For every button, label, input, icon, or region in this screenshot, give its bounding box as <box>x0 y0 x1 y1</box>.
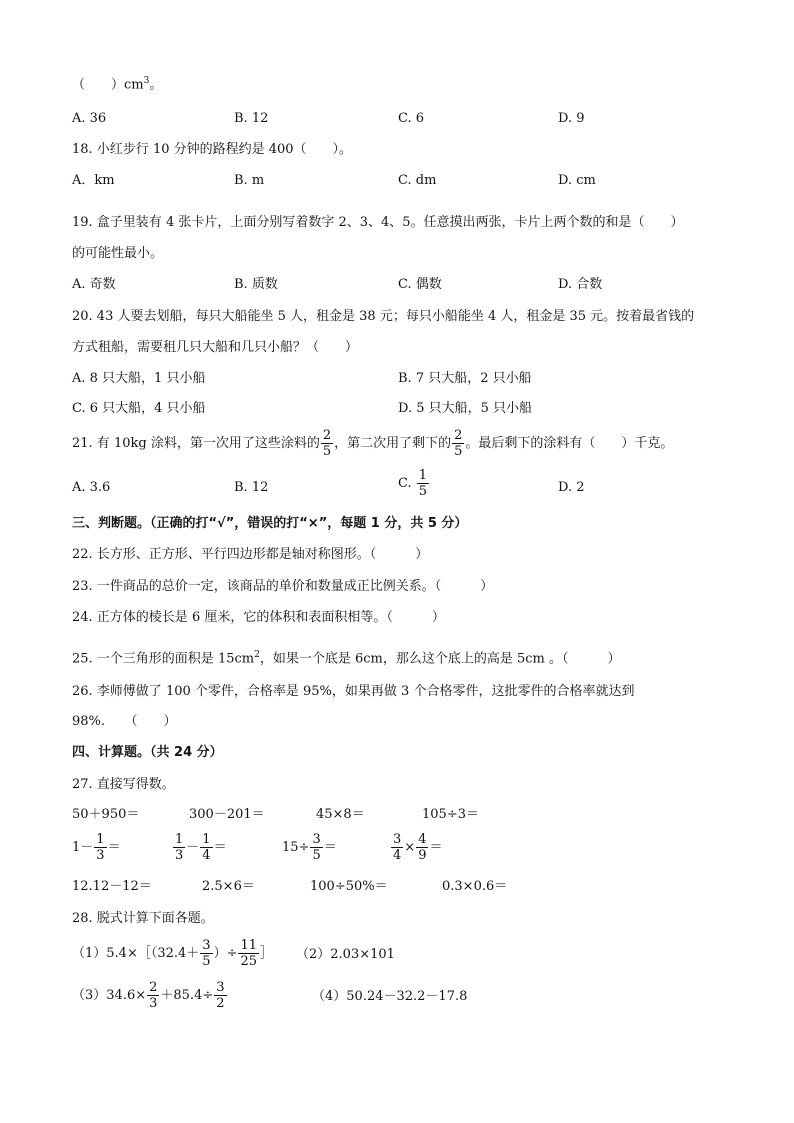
q28-expr-2: （2）2.03×101 <box>296 947 395 962</box>
q20-line2: 方式租船，需要租几只大船和几只小船？（ ） <box>72 340 359 355</box>
q18-option-d: D. cm <box>558 173 596 188</box>
q19-line2: 的可能性最小。 <box>72 246 164 261</box>
fraction: $\frac{4}{9}$ <box>418 832 427 863</box>
q20-option-d: D. 5 只大船，5 只小船 <box>398 401 533 416</box>
q17-option-a: A. 36 <box>72 111 107 126</box>
q28-expr-1: （1）5.4×［（32.4＋ $\frac{3}{5}$ ）÷ $\frac{11}{25}$ ］ <box>72 938 274 969</box>
q27-title: 27. 直接写得数。 <box>72 777 175 792</box>
fraction: $\frac{1}{4}$ <box>202 832 211 863</box>
q18-option-c: C. dm <box>398 173 437 188</box>
q25-text: 25. 一个三角形的面积是 $15cm^2$，如果一个底是 6cm，那么这个底上的高是 5cm 。（ ） <box>72 650 621 667</box>
q17-option-d: D. 9 <box>558 111 585 126</box>
q27-r1-c1: 50＋950＝ <box>72 807 140 822</box>
q17-option-c: C. 6 <box>398 111 425 126</box>
fraction: $\frac{3}{5}$ <box>312 832 321 863</box>
q27-r2-c2: $\frac{1}{3}$ － $\frac{1}{4}$ ＝ <box>175 832 227 863</box>
q21-option-b: B. 12 <box>234 480 269 495</box>
q19-line1: 19. 盒子里装有 4 张卡片，上面分别写着数字 2、3、4、5。任意摸出两张，卡片上两个数的和是（ ） <box>72 215 684 230</box>
q20-option-b: B. 7 只大船，2 只小船 <box>398 371 532 386</box>
fraction: $\frac{1}{3}$ <box>175 832 184 863</box>
q21-option-d: D. 2 <box>558 480 585 495</box>
fraction: $\frac{2}{5}$ <box>322 428 332 459</box>
fraction: $\frac{3}{2}$ <box>216 980 225 1011</box>
fraction: $\frac{1}{5}$ <box>418 468 428 499</box>
q27-r3-c1: 12.12－12＝ <box>72 879 152 894</box>
q28-expr-3: （3）34.6× $\frac{2}{3}$ ＋85.4÷ $\frac{3}{2}$ <box>72 980 225 1011</box>
section-4-heading: 四、计算题。（共 24 分） <box>72 745 223 760</box>
q20-option-c: C. 6 只大船，4 只小船 <box>72 401 206 416</box>
q27-r3-c3: 100÷50%＝ <box>310 879 388 894</box>
q19-option-d: D. 合数 <box>558 277 603 292</box>
q20-option-a: A. 8 只大船，1 只小船 <box>72 371 206 386</box>
q18-option-a: A．km <box>72 173 115 188</box>
q19-option-a: A. 奇数 <box>72 277 116 292</box>
q27-r1-c4: 105÷3＝ <box>422 807 479 822</box>
q18-option-b: B. m <box>234 173 265 188</box>
q17-option-b: B. 12 <box>234 111 269 126</box>
fraction: $\frac{11}{25}$ <box>240 938 258 969</box>
q24-text: 24. 正方体的棱长是 6 厘米，它的体积和表面积相等。（ ） <box>72 610 445 625</box>
q23-text: 23. 一件商品的总价一定，该商品的单价和数量成正比例关系。（ ） <box>72 579 494 594</box>
q28-title: 28. 脱式计算下面各题。 <box>72 911 214 926</box>
q27-r1-c3: 45×8＝ <box>316 807 365 822</box>
q18-text: 18. 小红步行 10 分钟的路程约是 400（ ）。 <box>72 142 353 157</box>
q19-option-c: C. 偶数 <box>398 277 442 292</box>
q27-r3-c2: 2.5×6＝ <box>202 879 255 894</box>
q27-r2-c1: 1－ $\frac{1}{3}$ ＝ <box>72 832 121 863</box>
q26-line2: 98%. （ ） <box>72 714 177 729</box>
q19-option-b: B. 质数 <box>234 277 278 292</box>
q27-r2-c4: $\frac{3}{4}$ × $\frac{4}{9}$ ＝ <box>393 832 443 863</box>
fraction: $\frac{2}{5}$ <box>454 428 463 459</box>
q22-text: 22. 长方形、正方形、平行四边形都是轴对称图形。（ ） <box>72 547 429 562</box>
q27-r2-c3: 15÷ $\frac{3}{5}$ ＝ <box>282 832 337 863</box>
q27-r3-c4: 0.3×0.6＝ <box>442 879 508 894</box>
q27-r1-c2: 300－201＝ <box>189 807 265 822</box>
fraction: $\frac{2}{3}$ <box>149 980 158 1011</box>
section-3-heading: 三、判断题。（正确的打“√”，错误的打“×”，每题 1 分，共 5 分） <box>72 516 468 531</box>
q21-option-a: A. 3.6 <box>72 480 111 495</box>
q21-text: 21. 有 10kg 涂料，第一次用了这些涂料的 $\frac{2}{5}$ ，第二次用了剩下的 $\frac{2}{5}$ 。最后剩下的涂料有（ ）千克。 <box>72 428 674 459</box>
q26-line1: 26. 李师傅做了 100 个零件，合格率是 95%，如果再做 3 个合格零件，这批零件的合格率就达到 <box>72 684 635 699</box>
q28-expr-4: （4）50.24－32.2－17.8 <box>312 989 468 1004</box>
q17-continuation: （ ）$cm^3$。 <box>72 76 163 93</box>
q21-option-c: C. $\frac{1}{5}$ <box>398 468 428 499</box>
fraction: $\frac{1}{3}$ <box>96 832 105 863</box>
fraction: $\frac{3}{4}$ <box>393 832 402 863</box>
q20-line1: 20. 43 人要去划船，每只大船能坐 5 人，租金是 38 元；每只小船能坐 4 人，租金是 35 元。按着最省钱的 <box>72 309 695 324</box>
fraction: $\frac{3}{5}$ <box>202 938 211 969</box>
